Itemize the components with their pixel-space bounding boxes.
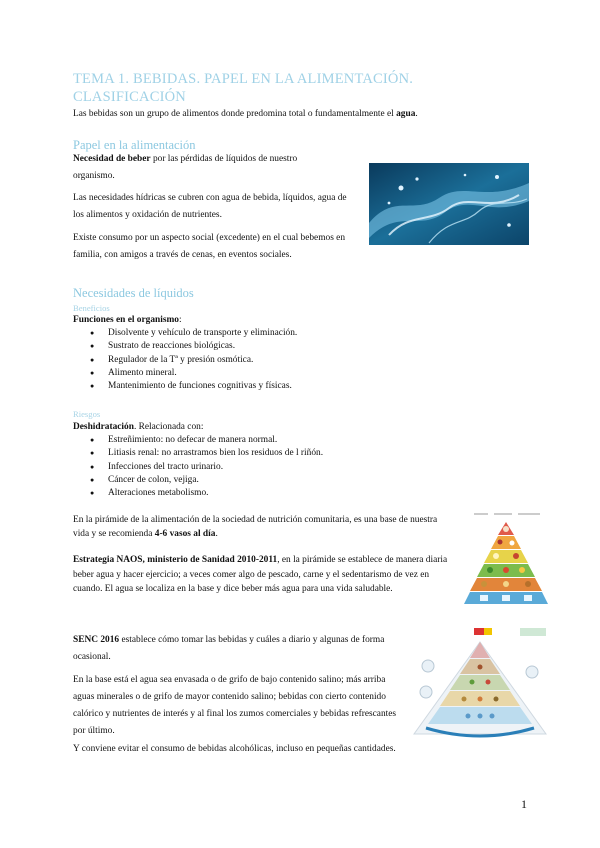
funciones-label: Funciones en el organismo: [73,315,182,325]
list-item: ● Estreñimiento: no defecar de manera normal. [73,434,533,447]
subheading-beneficios: Beneficios [73,303,110,313]
naos-paragraph: Estrategia NAOS, ministerio de Sanidad 2010-2011, en la pirámide se establece de manera diaria beber agua y hacer ejercicio; a veces comer algo de pescado, carne y el sedentarismo de vez en cuando. El agua se localiza en la base y dice beber más agua para una vida saludable. [73,555,448,594]
document-title: TEMA 1. BEBIDAS. PAPEL EN LA ALIMENTACIÓN. CLASIFICACIÓN [73,71,414,105]
page-number: 1 [521,797,527,811]
list-item: ● Disolvente y vehículo de transporte y eliminación. [73,327,533,340]
list-item: ● Alimento mineral. [73,367,533,380]
section-heading-necesidades: Necesidades de líquidos [73,286,194,300]
list-item: ● Cáncer de colon, vejiga. [73,474,533,487]
funciones-list [73,327,533,393]
piramide-paragraph: En la pirámide de la alimentación de la sociedad de nutrición comunitaria, es una base de nuestra vida y se recomienda 4-6 vasos al día. [73,515,438,539]
intro-paragraph: Las bebidas son un grupo de alimentos donde predomina total o fundamentalmente el agua. [73,109,418,119]
section-heading-papel: Papel en la alimentación [73,138,196,152]
senc-paragraph: SENC 2016 establece cómo tomar las bebidas y cuáles a diario y algunas de forma ocasional. [73,635,385,662]
riesgos-list [73,434,533,500]
deshidratacion-label: Deshidratación. Relacionada con: [73,422,204,432]
senc-pyramid-image [408,622,551,744]
food-pyramid-image [460,508,552,608]
papel-paragraph-2: Las necesidades hídricas se cubren con agua de bebida, líquidos, agua de los alimentos y oxidación de nutrientes. [73,193,347,220]
list-item: ● Alteraciones metabolismo. [73,487,533,500]
base-paragraph: En la base está el agua sea envasada o de grifo de bajo contenido salino; más arriba aguas minerales o de grifo de mayor contenido salino; bebidas con cierto contenido calórico y nutrientes de interés y al final los zumos comerciales y bebidas refrescantes por último. [73,675,397,736]
list-item: ● Sustrato de reacciones biológicas. [73,340,533,353]
list-item: ● Regulador de la Tª y presión osmótica. [73,354,533,367]
alcohol-paragraph: Y conviene evitar el consumo de bebidas alcohólicas, incluso en pequeñas cantidades. [73,744,396,754]
papel-paragraph-1: Necesidad de beber por las pérdidas de líquidos de nuestro organismo. [73,154,298,181]
list-item: ● Litiasis renal: no arrastramos bien los residuos de l riñón. [73,447,533,460]
water-splash-image [369,163,529,245]
subheading-riesgos: Riesgos [73,409,101,419]
list-item: ● Mantenimiento de funciones cognitivas y físicas. [73,380,533,393]
list-item: ● Infecciones del tracto urinario. [73,461,533,474]
papel-paragraph-3: Existe consumo por un aspecto social (excedente) en el cual bebemos en familia, con amigos a través de cenas, en eventos sociales. [73,233,346,260]
